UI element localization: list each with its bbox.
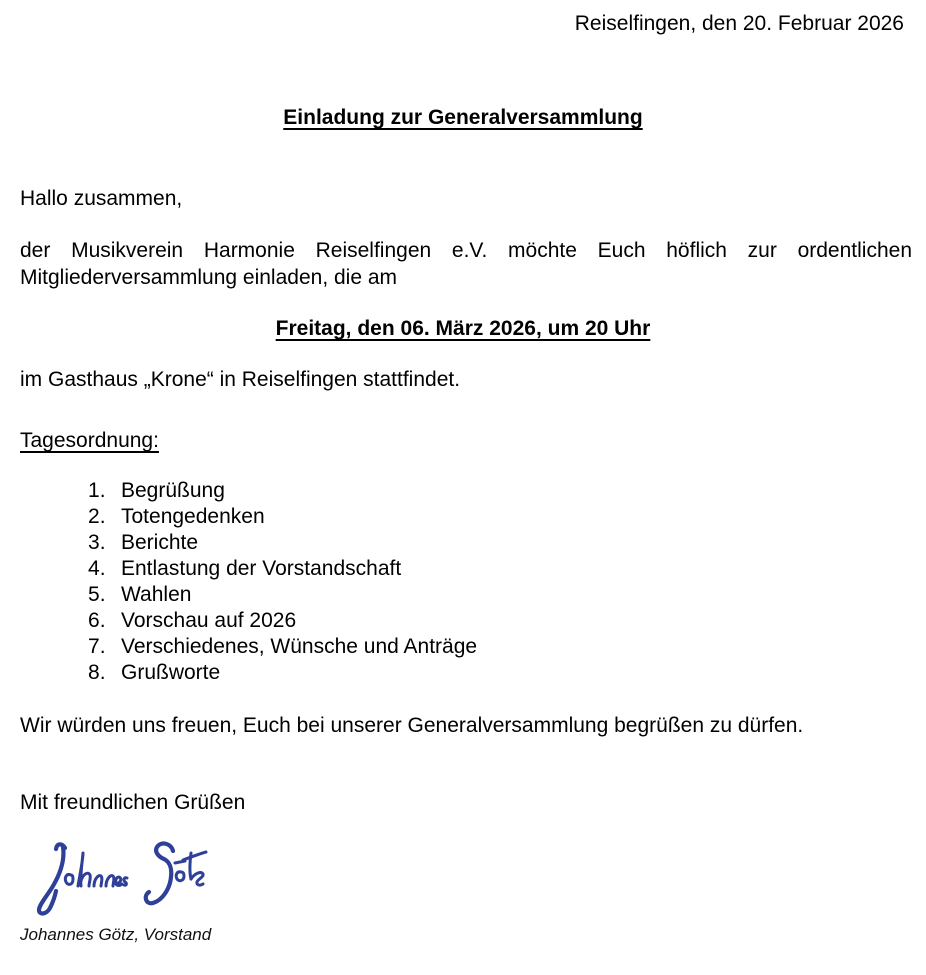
agenda-item: Vorschau auf 2026 bbox=[121, 609, 297, 632]
agenda-list bbox=[0, 478, 926, 686]
agenda-heading bbox=[0, 427, 926, 454]
agenda-heading-text: Tagesordnung: bbox=[20, 429, 159, 452]
salutation: Hallo zusammen, bbox=[20, 187, 183, 210]
agenda-item: Entlastung der Vorstandschaft bbox=[121, 557, 402, 580]
agenda-item: Grußworte bbox=[121, 661, 221, 684]
agenda-item: Wahlen bbox=[121, 583, 192, 606]
letter-document bbox=[0, 10, 926, 975]
signer-caption: Johannes Götz, Vorstand bbox=[20, 925, 212, 944]
handwritten-signature-icon bbox=[36, 840, 208, 918]
event-date-line: Freitag, den 06. März 2026, um 20 Uhr bbox=[275, 317, 651, 340]
signature-image bbox=[36, 840, 208, 918]
agenda-item: Totengedenken bbox=[121, 505, 265, 528]
closing-paragraph: Wir würden uns freuen, Euch bei unserer Generalversammlung begrüßen zu dürfen. bbox=[20, 714, 804, 737]
valediction: Mit freundlichen Grüßen bbox=[20, 791, 246, 814]
letter-title: Einladung zur Generalversammlung bbox=[283, 106, 643, 129]
dateline: Reiselfingen, den 20. Februar 2026 bbox=[574, 12, 904, 35]
intro-paragraph: der Musikverein Harmonie Reiselfingen e.V. möchte Euch höflich zur ordentlichen Mitgliederversammlung einladen, die am bbox=[20, 239, 912, 289]
agenda-item: Begrüßung bbox=[121, 479, 225, 502]
location-line: im Gasthaus „Krone“ in Reiselfingen stattfindet. bbox=[20, 368, 461, 391]
agenda-item: Verschiedenes, Wünsche und Anträge bbox=[121, 635, 478, 658]
agenda-item: Berichte bbox=[121, 531, 199, 554]
